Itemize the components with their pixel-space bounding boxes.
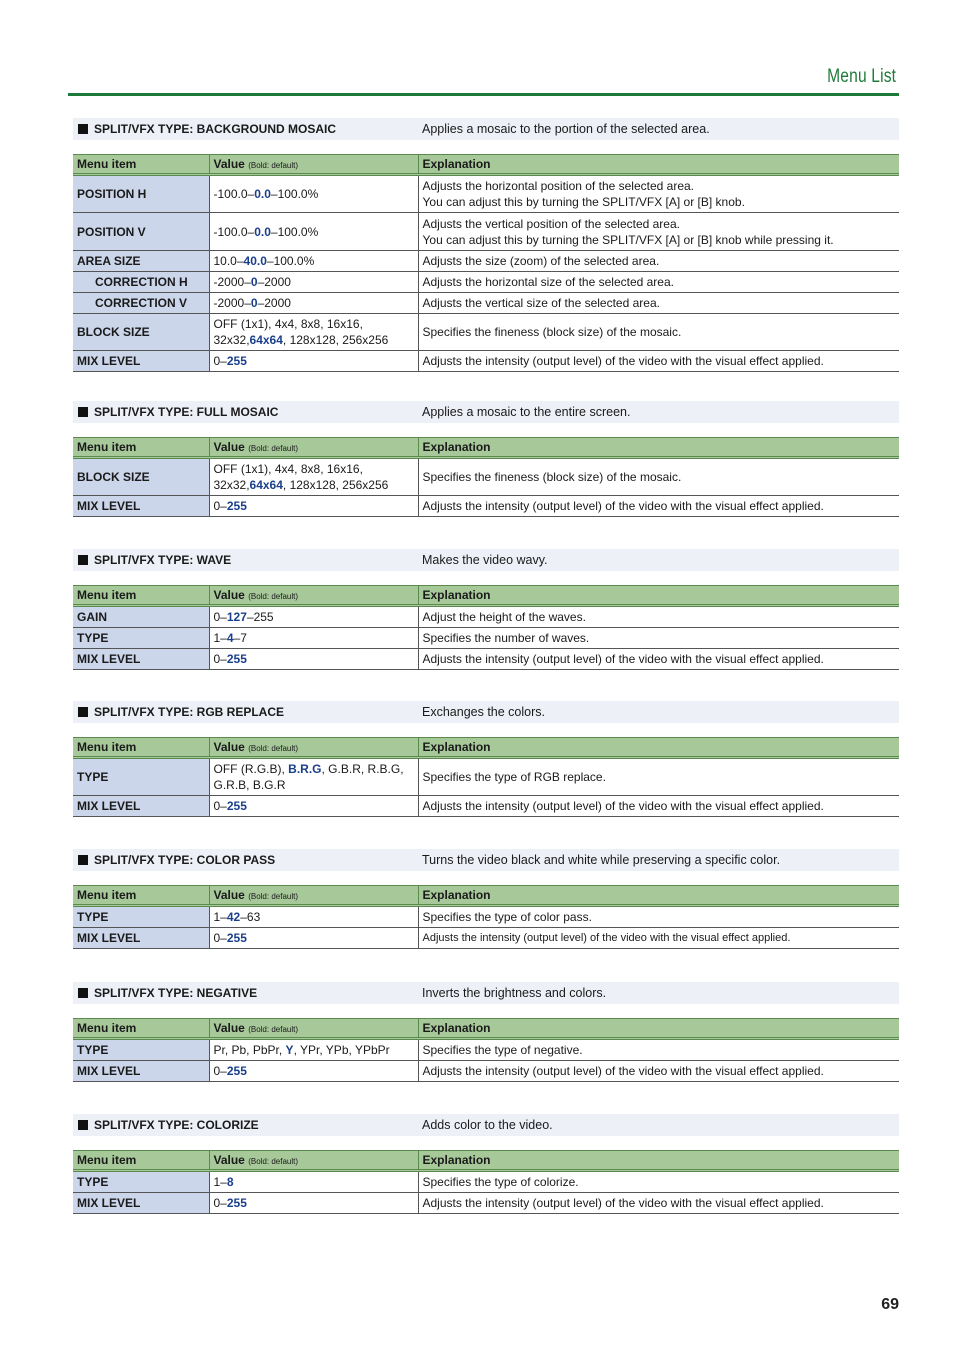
- header-value-note: (Bold: default): [248, 892, 299, 901]
- header-value-note: (Bold: default): [248, 444, 299, 453]
- parameter-table: [73, 1018, 899, 1082]
- table-header-row: [73, 886, 899, 906]
- table-header-row: [73, 738, 899, 758]
- explanation-line: Specifies the type of color pass.: [422, 910, 592, 924]
- section-title: [78, 986, 257, 1000]
- value-text: , 128x128, 256x256: [282, 478, 389, 492]
- value-cell: [209, 796, 418, 817]
- table-row: [73, 213, 899, 251]
- default-value: 255: [226, 354, 247, 368]
- default-value: 0: [250, 296, 258, 310]
- explanation-line: Adjusts the intensity (output level) of the video with the visual effect applied.: [422, 799, 824, 813]
- value-cell: [209, 293, 418, 314]
- value-text: Pr, Pb, PbPr,: [213, 1043, 286, 1057]
- square-bullet-icon: [78, 555, 88, 565]
- section-title-text: SPLIT/VFX TYPE: RGB REPLACE: [94, 705, 285, 719]
- menu-item-cell: CORRECTION H: [73, 272, 209, 293]
- parameter-table: [73, 1150, 899, 1214]
- table-row: [73, 928, 899, 949]
- explanation-cell: [418, 175, 899, 213]
- header-value-label: Value: [213, 1021, 245, 1035]
- explanation-line: Adjust the height of the waves.: [422, 610, 586, 624]
- value-text: 0–: [213, 354, 227, 368]
- explanation-line: Adjusts the horizontal position of the selected area.: [422, 179, 694, 193]
- value-text: -100.0–: [213, 224, 255, 239]
- explanation-line: Specifies the type of negative.: [422, 1043, 583, 1057]
- value-text: OFF (1x1), 4x4, 8x8, 16x16, 32x32,: [213, 462, 363, 492]
- menu-item-cell: MIX LEVEL: [73, 649, 209, 670]
- default-value: 255: [226, 1064, 247, 1078]
- menu-item-cell: MIX LEVEL: [73, 1193, 209, 1214]
- explanation-cell: [418, 906, 899, 928]
- explanation-cell: [418, 496, 899, 517]
- header-value-note: (Bold: default): [248, 161, 299, 170]
- section: [73, 401, 899, 513]
- default-value: B.R.G: [288, 762, 322, 776]
- value-cell: [209, 1039, 418, 1061]
- section-title-text: SPLIT/VFX TYPE: NEGATIVE: [94, 986, 258, 1000]
- default-value: 255: [226, 931, 247, 945]
- table-row: [73, 628, 899, 649]
- menu-item-cell: POSITION V: [73, 213, 209, 251]
- menu-item-cell: AREA SIZE: [73, 251, 209, 272]
- default-value: 40.0: [243, 254, 267, 268]
- parameter-table: [73, 885, 899, 949]
- value-cell: [209, 175, 418, 213]
- section: [73, 549, 899, 666]
- table-row: [73, 272, 899, 293]
- value-cell: [209, 496, 418, 517]
- value-text: –7: [233, 631, 247, 645]
- header-value-label: Value: [213, 740, 245, 754]
- header-value: [209, 438, 418, 458]
- table-header-row: [73, 155, 899, 175]
- section-bar: [73, 401, 899, 423]
- explanation-cell: [418, 758, 899, 796]
- value-text: 0–: [213, 1064, 227, 1078]
- default-value: 255: [226, 652, 247, 666]
- section-description: Applies a mosaic to the portion of the selected area.: [422, 122, 710, 136]
- value-text: OFF (1x1), 4x4, 8x8, 16x16, 32x32,: [213, 317, 363, 347]
- table-header-row: [73, 438, 899, 458]
- page-number: 69: [881, 1296, 899, 1313]
- section-title: [78, 405, 278, 419]
- default-value: 255: [226, 799, 247, 813]
- header-value: [209, 886, 418, 906]
- section-bar: [73, 701, 899, 723]
- value-text: 0–: [213, 931, 227, 945]
- value-text: 1–: [213, 631, 227, 645]
- explanation-cell: [418, 606, 899, 628]
- header-value-label: Value: [213, 1153, 245, 1167]
- default-value: 4: [226, 631, 234, 645]
- section: [73, 701, 899, 813]
- explanation-cell: [418, 1061, 899, 1082]
- value-text: –100.0%: [266, 254, 315, 268]
- menu-item-cell: TYPE: [73, 1171, 209, 1193]
- parameter-table: [73, 437, 899, 517]
- default-value: 255: [226, 1196, 247, 1210]
- header-value-label: Value: [213, 888, 245, 902]
- default-value: 255: [226, 499, 247, 513]
- header-value: [209, 155, 418, 175]
- default-value: Y: [285, 1043, 294, 1057]
- explanation-line: Specifies the type of RGB replace.: [422, 770, 606, 784]
- section-title: [78, 853, 275, 867]
- square-bullet-icon: [78, 1120, 88, 1130]
- explanation-line: Specifies the type of colorize.: [422, 1175, 579, 1189]
- section-bar: [73, 549, 899, 571]
- explanation-line: Adjusts the vertical position of the selected area.: [422, 216, 680, 231]
- value-text: , 128x128, 256x256: [282, 333, 389, 347]
- value-text: –255: [246, 610, 274, 624]
- square-bullet-icon: [78, 707, 88, 717]
- value-text: -2000–: [213, 296, 251, 310]
- value-text: -100.0–: [213, 187, 255, 201]
- value-cell: [209, 272, 418, 293]
- value-cell: [209, 314, 418, 351]
- explanation-cell: [418, 649, 899, 670]
- table-row: [73, 906, 899, 928]
- menu-item-cell: BLOCK SIZE: [73, 458, 209, 496]
- explanation-cell: [418, 272, 899, 293]
- value-cell: [209, 628, 418, 649]
- table-row: [73, 458, 899, 496]
- explanation-line: Adjusts the size (zoom) of the selected area.: [422, 254, 660, 268]
- default-value: 42: [226, 910, 241, 924]
- section-title-text: SPLIT/VFX TYPE: COLORIZE: [94, 1118, 259, 1132]
- section-title-text: SPLIT/VFX TYPE: BACKGROUND MOSAIC: [94, 122, 337, 136]
- explanation-cell: [418, 458, 899, 496]
- default-value: 0: [250, 275, 258, 289]
- menu-item-cell: MIX LEVEL: [73, 351, 209, 372]
- section-bar: [73, 118, 899, 140]
- header-explanation: Explanation: [418, 438, 899, 458]
- value-text: 0–: [213, 610, 227, 624]
- header-menu-item: Menu item: [73, 438, 209, 458]
- menu-item-cell: MIX LEVEL: [73, 496, 209, 517]
- value-text: 0–: [213, 652, 227, 666]
- header-explanation: Explanation: [418, 886, 899, 906]
- section-description: Applies a mosaic to the entire screen.: [422, 405, 631, 419]
- value-cell: [209, 906, 418, 928]
- table-row: [73, 1171, 899, 1193]
- table-row: [73, 351, 899, 372]
- explanation-cell: [418, 351, 899, 372]
- value-text: -2000–: [213, 275, 251, 289]
- header-value-note: (Bold: default): [248, 744, 299, 753]
- table-row: [73, 314, 899, 351]
- explanation-line: Adjusts the intensity (output level) of the video with the visual effect applied.: [422, 1196, 824, 1210]
- header-explanation: Explanation: [418, 738, 899, 758]
- value-text: 10.0–: [213, 254, 244, 268]
- menu-item-cell: MIX LEVEL: [73, 928, 209, 949]
- section-title: [78, 553, 231, 567]
- section-description: Turns the video black and white while preserving a specific color.: [422, 853, 781, 867]
- menu-item-cell: TYPE: [73, 758, 209, 796]
- explanation-line: Adjusts the intensity (output level) of the video with the visual effect applied.: [422, 499, 824, 513]
- table-row: [73, 796, 899, 817]
- header-explanation: Explanation: [418, 1151, 899, 1171]
- menu-item-cell: BLOCK SIZE: [73, 314, 209, 351]
- table-row: [73, 251, 899, 272]
- table-row: [73, 1039, 899, 1061]
- value-text: 0–: [213, 499, 227, 513]
- section-title: [78, 122, 336, 136]
- explanation-cell: [418, 1039, 899, 1061]
- value-cell: [209, 928, 418, 949]
- section: [73, 849, 899, 945]
- explanation-cell: [418, 293, 899, 314]
- section-bar: [73, 982, 899, 1004]
- explanation-cell: [418, 251, 899, 272]
- default-value: 64x64: [249, 333, 283, 347]
- value-cell: [209, 213, 418, 251]
- table-header-row: [73, 1019, 899, 1039]
- header-explanation: Explanation: [418, 155, 899, 175]
- value-cell: [209, 1171, 418, 1193]
- value-cell: [209, 1061, 418, 1082]
- explanation-line: Specifies the number of waves.: [422, 631, 590, 645]
- value-text: –100.0%: [270, 224, 319, 239]
- explanation-cell: [418, 1193, 899, 1214]
- table-row: [73, 496, 899, 517]
- explanation-line: You can adjust this by turning the SPLIT/VFX [A] or [B] knob.: [422, 195, 745, 209]
- table-row: [73, 606, 899, 628]
- value-text: , G.B.R, R.B.G, G.R.B, B.G.R: [213, 762, 404, 792]
- value-text: –63: [240, 910, 261, 924]
- menu-item-cell: POSITION H: [73, 175, 209, 213]
- default-value: 0.0: [254, 187, 271, 201]
- explanation-cell: [418, 928, 899, 949]
- parameter-table: [73, 154, 899, 372]
- section-title: [78, 705, 284, 719]
- section-description: Adds color to the video.: [422, 1118, 553, 1132]
- header-value-label: Value: [213, 440, 245, 454]
- value-text: OFF (R.G.B),: [213, 762, 289, 776]
- table-row: [73, 175, 899, 213]
- value-text: , YPr, YPb, YPbPr: [293, 1043, 390, 1057]
- value-text: –100.0%: [270, 187, 319, 201]
- menu-item-cell: TYPE: [73, 1039, 209, 1061]
- header-value: [209, 586, 418, 606]
- explanation-line: Specifies the fineness (block size) of the mosaic.: [422, 470, 682, 484]
- header-menu-item: Menu item: [73, 1151, 209, 1171]
- header-menu-item: Menu item: [73, 886, 209, 906]
- section-title-text: SPLIT/VFX TYPE: FULL MOSAIC: [94, 405, 279, 419]
- value-text: 0–: [213, 1196, 227, 1210]
- table-row: [73, 758, 899, 796]
- square-bullet-icon: [78, 407, 88, 417]
- menu-item-cell: CORRECTION V: [73, 293, 209, 314]
- square-bullet-icon: [78, 855, 88, 865]
- default-value: 8: [226, 1175, 234, 1189]
- default-value: 64x64: [249, 478, 283, 492]
- value-text: 1–: [213, 910, 227, 924]
- header-value: [209, 738, 418, 758]
- section: [73, 982, 899, 1078]
- menu-item-cell: TYPE: [73, 906, 209, 928]
- section-description: Makes the video wavy.: [422, 553, 548, 567]
- header-rule: [68, 93, 899, 96]
- header-explanation: Explanation: [418, 1019, 899, 1039]
- explanation-line: Specifies the fineness (block size) of the mosaic.: [422, 325, 682, 339]
- table-header-row: [73, 1151, 899, 1171]
- explanation-line: You can adjust this by turning the SPLIT/VFX [A] or [B] knob while pressing it.: [422, 232, 834, 247]
- value-cell: [209, 1193, 418, 1214]
- table-row: [73, 1193, 899, 1214]
- header-value-note: (Bold: default): [248, 592, 299, 601]
- parameter-table: [73, 585, 899, 670]
- explanation-line: Adjusts the intensity (output level) of the video with the visual effect applied.: [422, 354, 824, 368]
- explanation-line: Adjusts the intensity (output level) of the video with the visual effect applied.: [422, 652, 824, 666]
- default-value: 0.0: [254, 224, 271, 239]
- parameter-table: [73, 737, 899, 817]
- explanation-line: Adjusts the intensity (output level) of the video with the visual effect applied.: [422, 1064, 824, 1078]
- table-row: [73, 1061, 899, 1082]
- value-cell: [209, 351, 418, 372]
- value-cell: [209, 649, 418, 670]
- section: [73, 1114, 899, 1210]
- header-explanation: Explanation: [418, 586, 899, 606]
- section: [73, 118, 899, 368]
- section-description: Exchanges the colors.: [422, 705, 545, 719]
- table-header-row: [73, 586, 899, 606]
- header-value-label: Value: [213, 588, 245, 602]
- section-title-text: SPLIT/VFX TYPE: WAVE: [94, 553, 232, 567]
- value-text: 1–: [213, 1175, 227, 1189]
- section-title: [78, 1118, 259, 1132]
- square-bullet-icon: [78, 124, 88, 134]
- value-text: 0–: [213, 799, 227, 813]
- section-description: Inverts the brightness and colors.: [422, 986, 607, 1000]
- section-bar: [73, 849, 899, 871]
- value-text: –2000: [257, 275, 291, 289]
- explanation-line: Adjusts the intensity (output level) of the video with the visual effect applied.: [422, 932, 791, 944]
- header-menu-item: Menu item: [73, 155, 209, 175]
- table-row: [73, 293, 899, 314]
- value-cell: [209, 606, 418, 628]
- header-value: [209, 1019, 418, 1039]
- menu-item-cell: GAIN: [73, 606, 209, 628]
- menu-item-cell: MIX LEVEL: [73, 1061, 209, 1082]
- page-header-title: Menu List: [826, 66, 896, 87]
- section-title-text: SPLIT/VFX TYPE: COLOR PASS: [94, 853, 276, 867]
- table-row: [73, 649, 899, 670]
- explanation-cell: [418, 796, 899, 817]
- header-menu-item: Menu item: [73, 586, 209, 606]
- explanation-cell: [418, 1171, 899, 1193]
- default-value: 127: [226, 610, 247, 624]
- value-cell: [209, 758, 418, 796]
- explanation-line: Adjusts the vertical size of the selected area.: [422, 296, 660, 310]
- value-cell: [209, 458, 418, 496]
- value-text: –2000: [257, 296, 291, 310]
- explanation-cell: [418, 628, 899, 649]
- value-cell: [209, 251, 418, 272]
- header-menu-item: Menu item: [73, 1019, 209, 1039]
- section-bar: [73, 1114, 899, 1136]
- header-value: [209, 1151, 418, 1171]
- explanation-line: Adjusts the horizontal size of the selected area.: [422, 275, 674, 289]
- header-value-label: Value: [213, 157, 245, 171]
- explanation-cell: [418, 213, 899, 251]
- menu-item-cell: MIX LEVEL: [73, 796, 209, 817]
- header-menu-item: Menu item: [73, 738, 209, 758]
- menu-item-cell: TYPE: [73, 628, 209, 649]
- header-value-note: (Bold: default): [248, 1157, 299, 1166]
- explanation-cell: [418, 314, 899, 351]
- square-bullet-icon: [78, 988, 88, 998]
- header-value-note: (Bold: default): [248, 1025, 299, 1034]
